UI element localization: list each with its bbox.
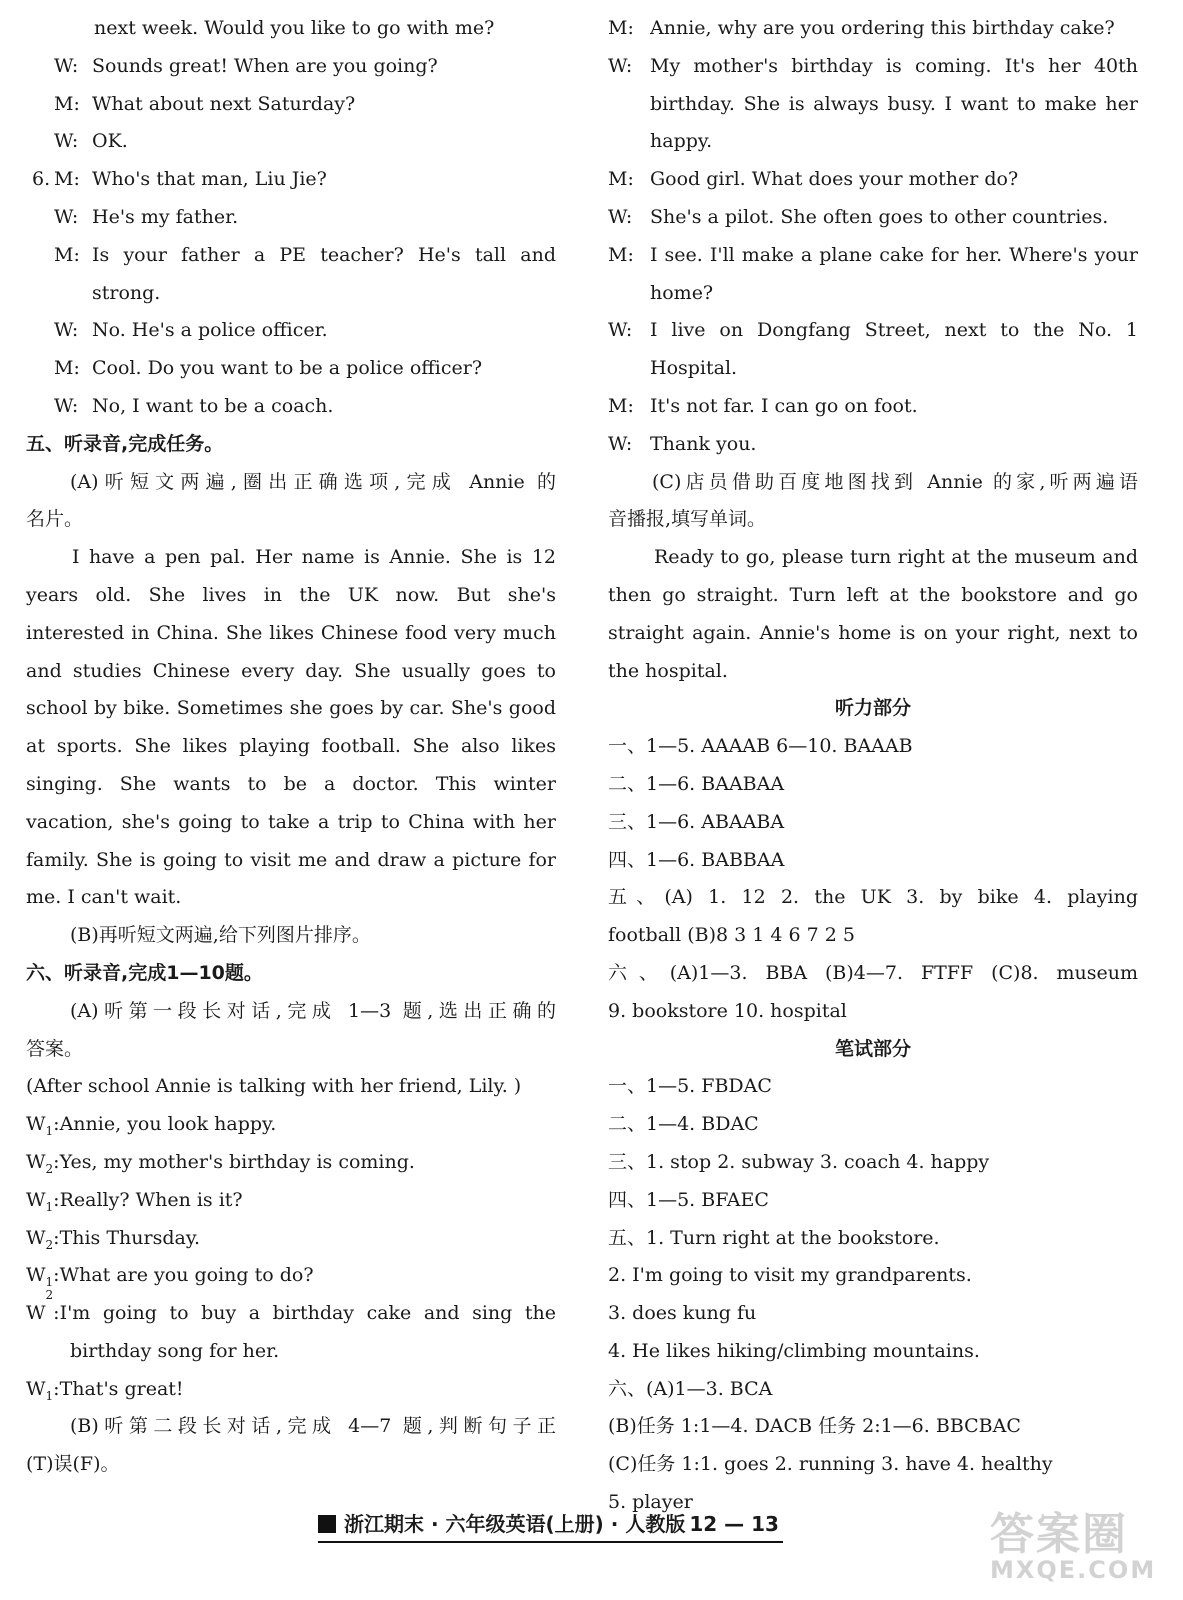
text-line: next week. Would you like to go with me? — [94, 17, 495, 39]
instruction: 音播报,填写单词。 — [608, 508, 767, 531]
instruction: (C)店员借助百度地图找到 Annie 的家,听两遍语 — [652, 470, 1138, 493]
passage-line: school by bike. Sometimes she goes by car. She's good — [26, 697, 556, 720]
instruction: (T)误(F)。 — [26, 1453, 120, 1476]
text-line: birthday song for her. — [70, 1339, 280, 1362]
dialogue-text: :I'm going to buy a birthday cake and sing the — [53, 1302, 556, 1325]
speaker: W: — [54, 130, 79, 153]
instruction: 名片。 — [26, 508, 84, 531]
answer-line: 9. bookstore 10. hospital — [608, 999, 847, 1022]
dialogue-line — [608, 388, 1138, 426]
dialogue-line — [608, 48, 1138, 86]
dialogue-line — [608, 161, 1138, 199]
dialogue-line — [26, 1144, 556, 1182]
answer-line: 五、1. Turn right at the bookstore. — [608, 1226, 940, 1249]
passage-line: years old. She lives in the UK now. But she's — [26, 583, 556, 606]
dialogue-text: I see. I'll make a plane cake for her. Where's your — [650, 243, 1138, 266]
answer-line: 一、1—5. FBDAC — [608, 1075, 772, 1098]
speaker: W — [26, 1302, 46, 1325]
dialogue-line — [26, 1220, 556, 1258]
speaker: W: — [54, 319, 79, 342]
dialogue-line — [608, 199, 1138, 237]
dialogue-text: No. He's a police officer. — [92, 319, 328, 342]
right-column — [608, 10, 1138, 1522]
speaker-index: 2 — [45, 1237, 54, 1252]
dialogue-text: :This Thursday. — [53, 1226, 201, 1249]
speaker: W: — [54, 394, 79, 417]
dialogue-line — [26, 1371, 556, 1409]
speaker: M: — [54, 243, 80, 266]
page-footer — [318, 1507, 783, 1543]
dialogue-line — [26, 48, 556, 86]
dialogue-text: :Really? When is it? — [53, 1188, 243, 1211]
speaker-index: 2 — [45, 1288, 54, 1303]
dialogue-line — [26, 1288, 556, 1333]
passage-line: I have a pen pal. Her name is Annie. She is 12 — [72, 546, 556, 569]
dialogue-text: He's my father. — [92, 205, 239, 228]
dialogue-text: :What are you going to do? — [53, 1264, 314, 1287]
dialogue-text: What about next Saturday? — [92, 92, 356, 115]
dialogue-text: Thank you. — [650, 432, 757, 455]
dialogue-line — [26, 1182, 556, 1220]
dialogue-text: :Annie, you look happy. — [53, 1113, 277, 1136]
answer-line: 六、(A)1—3. BBA (B)4—7. FTFF (C)8. museum — [608, 961, 1138, 984]
dialogue-line — [26, 312, 556, 350]
speaker: M: — [608, 17, 634, 39]
answer-line: 六、(A)1—3. BCA — [608, 1377, 773, 1400]
section-title: 六、听录音,完成1—10题。 — [26, 961, 263, 984]
speaker: W — [26, 1377, 46, 1400]
dialogue-text: It's not far. I can go on foot. — [650, 394, 918, 417]
instruction: (A)听第一段长对话,完成 1—3 题,选出正确的 — [70, 999, 556, 1022]
speaker: M: — [54, 168, 80, 191]
footer-title: 浙江期末 · 六年级英语(上册) · 人教版 — [344, 1512, 686, 1536]
dialogue-text: :That's great! — [53, 1377, 184, 1400]
dialogue-line — [26, 123, 556, 161]
passage-line: Ready to go, please turn right at the museum and — [654, 546, 1138, 569]
instruction: 答案。 — [26, 1037, 84, 1060]
dialogue-text: I live on Dongfang Street, next to the No. 1 — [650, 319, 1138, 342]
instruction: (A)听短文两遍,圈出正确选项,完成 Annie 的 — [70, 470, 556, 493]
context-line: (After school Annie is talking with her friend, Lily. ) — [26, 1075, 522, 1098]
passage-line: and studies Chinese every day. She usually goes to — [26, 659, 556, 682]
footer-square-icon — [318, 1515, 336, 1533]
instruction: (B)再听短文两遍,给下列图片排序。 — [70, 924, 371, 947]
answer-line: 一、1—5. AAAAB 6—10. BAAAB — [608, 735, 913, 758]
answer-line: 三、1. stop 2. subway 3. coach 4. happy — [608, 1150, 990, 1173]
passage-line: straight again. Annie's home is on your right, next to — [608, 621, 1138, 644]
speaker-index: 1 — [45, 1123, 54, 1138]
answer-line: 三、1—6. ABAABA — [608, 810, 785, 833]
dialogue-text: OK. — [92, 130, 128, 153]
dialogue-line — [26, 161, 556, 199]
dialogue-text: No, I want to be a coach. — [92, 394, 334, 417]
dialogue-line — [26, 1106, 556, 1144]
speaker-index: 1 — [45, 1388, 54, 1403]
dialogue-line — [608, 312, 1138, 350]
answer-line: 四、1—6. BABBAA — [608, 848, 785, 871]
speaker: W: — [54, 205, 79, 228]
watermark-bottom: MXQE.COM — [990, 1556, 1157, 1584]
speaker-index: 1 — [45, 1199, 54, 1214]
passage-line: vacation, she's going to take a trip to China with her — [26, 810, 556, 833]
dialogue-text: Who's that man, Liu Jie? — [92, 168, 327, 191]
dialogue-text: Cool. Do you want to be a police officer? — [92, 357, 483, 380]
page-number: 12 — 13 — [689, 1512, 779, 1536]
watermark-top: 答案圈 — [990, 1509, 1128, 1560]
left-column — [26, 10, 556, 1484]
speaker: W — [26, 1113, 46, 1136]
passage-line: family. She is going to visit me and draw a picture for — [26, 848, 556, 871]
answer-line: 二、1—6. BAABAA — [608, 772, 785, 795]
speaker: M: — [54, 357, 80, 380]
dialogue-text: :Yes, my mother's birthday is coming. — [53, 1150, 415, 1173]
speaker: W: — [608, 432, 633, 455]
text-line: birthday. She is always busy. I want to make her — [650, 92, 1138, 115]
question-number: 6. — [32, 168, 51, 191]
answer-line: 四、1—5. BFAEC — [608, 1188, 769, 1211]
text-line: Hospital. — [650, 357, 738, 380]
speaker: W — [26, 1188, 46, 1211]
dialogue-line — [26, 388, 556, 426]
speaker: M: — [608, 394, 634, 417]
text-line: happy. — [650, 130, 713, 153]
dialogue-text: Annie, why are you ordering this birthday cake? — [650, 17, 1115, 39]
answer-line: 2. I'm going to visit my grandparents. — [608, 1264, 972, 1287]
dialogue-line — [608, 426, 1138, 464]
instruction: (B)听第二段长对话,完成 4—7 题,判断句子正 — [70, 1415, 556, 1438]
speaker-index: 2 — [45, 1161, 54, 1176]
passage-line: the hospital. — [608, 659, 728, 682]
dialogue-line — [26, 199, 556, 237]
section-title: 五、听录音,完成任务。 — [26, 432, 224, 455]
speaker: M: — [608, 168, 634, 191]
text-line: strong. — [92, 281, 161, 304]
speaker-index: 1 — [45, 1275, 54, 1290]
dialogue-line — [26, 350, 556, 388]
speaker: W — [26, 1226, 46, 1249]
answer-line: 二、1—4. BDAC — [608, 1113, 759, 1136]
speaker: W: — [54, 54, 79, 77]
dialogue-line — [26, 237, 556, 275]
answer-line: 五、(A) 1. 12 2. the UK 3. by bike 4. playing — [608, 886, 1138, 909]
listening-section-title: 听力部分 — [834, 697, 911, 720]
speaker: M: — [54, 92, 80, 115]
text-line: home? — [650, 281, 714, 304]
passage-line: at sports. She likes playing football. She also likes — [26, 735, 556, 758]
dialogue-line — [608, 10, 1138, 48]
dialogue-line — [608, 237, 1138, 275]
passage-line: singing. She wants to be a doctor. This winter — [26, 772, 556, 795]
speaker: W — [26, 1264, 46, 1287]
answer-line: football (B)8 3 1 4 6 7 2 5 — [608, 924, 855, 947]
passage-line: me. I can't wait. — [26, 886, 182, 909]
dialogue-text: Is your father a PE teacher? He's tall and — [92, 243, 556, 266]
passage-line: then go straight. Turn left at the bookstore and go — [608, 583, 1138, 606]
dialogue-text: My mother's birthday is coming. It's her 40th — [650, 54, 1138, 77]
dialogue-line — [26, 86, 556, 124]
passage-line: interested in China. She likes Chinese food very much — [26, 621, 556, 644]
dialogue-line — [26, 1257, 556, 1295]
answer-line: 5. player — [608, 1491, 693, 1514]
speaker: W — [26, 1150, 46, 1173]
answer-line: 3. does kung fu — [608, 1302, 757, 1325]
dialogue-text: She's a pilot. She often goes to other countries. — [650, 205, 1109, 228]
dialogue-text: Good girl. What does your mother do? — [650, 168, 1019, 191]
watermark-logo — [990, 1498, 1170, 1590]
answer-line: (C)任务 1:1. goes 2. running 3. have 4. healthy — [608, 1453, 1053, 1476]
speaker: W: — [608, 205, 633, 228]
writing-section-title: 笔试部分 — [834, 1037, 911, 1060]
speaker: M: — [608, 243, 634, 266]
dialogue-text: Sounds great! When are you going? — [92, 54, 438, 77]
speaker: W: — [608, 54, 633, 77]
answer-line: 4. He likes hiking/climbing mountains. — [608, 1339, 980, 1362]
answer-line: (B)任务 1:1—4. DACB 任务 2:1—6. BBCBAC — [608, 1415, 1021, 1438]
speaker: W: — [608, 319, 633, 342]
